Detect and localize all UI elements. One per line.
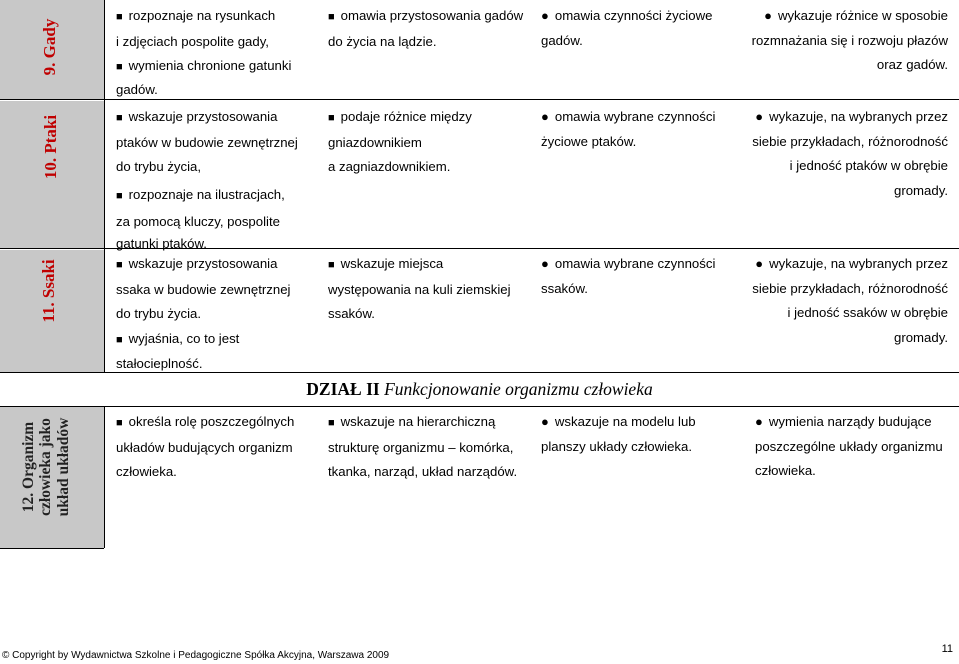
requirement-item [541, 105, 715, 130]
requirement-item [752, 105, 948, 130]
cell-text: strukturę organizmu – komórka, [328, 439, 514, 455]
cell-text: wskazuje na hierarchiczną [340, 414, 496, 429]
dot-bullet-icon: ● [541, 256, 549, 271]
cell-text: gniazdownikiem [328, 134, 422, 150]
cell-text: a zagniazdownikiem. [328, 159, 451, 174]
dot-bullet-icon: ● [541, 414, 549, 429]
page-number: 11 [941, 643, 953, 655]
cell-ssaki-col3 [541, 252, 715, 301]
cell-text: ssaków. [328, 306, 375, 321]
cell-text: siebie przykładach, różnorodność [752, 280, 948, 296]
square-bullet-icon: ■ [116, 11, 123, 23]
row-title-ptaki: 10. Ptaki [41, 114, 60, 180]
cell-text: wykazuje różnice w sposobie [777, 8, 948, 23]
cell-text: za pomocą kluczy, pospolite [116, 213, 280, 229]
requirement-item [116, 105, 298, 131]
cell-ptaki-col4 [752, 105, 948, 203]
cell-ptaki-col1 [116, 105, 298, 255]
cell-text: wymienia chronione gatunki [128, 58, 292, 73]
row-title-ssaki: 11. Ssaki [39, 259, 58, 323]
cell-text: gatunki ptaków. [116, 235, 207, 251]
cell-text: do życia na lądzie. [328, 33, 437, 49]
cell-text: występowania na kuli ziemskiej [328, 281, 511, 297]
cell-text: rozpoznaje na ilustracjach, [128, 186, 285, 202]
cell-gady-col1 [116, 4, 291, 100]
cell-text: wskazuje miejsca [340, 256, 444, 271]
cell-gady-col2 [328, 4, 523, 54]
section-number: DZIAŁ II [306, 379, 380, 399]
cell-text: wskazuje przystosowania [128, 256, 278, 271]
row-title-line: człowieka jako [37, 418, 55, 516]
requirement-item [541, 4, 712, 29]
square-bullet-icon: ■ [116, 189, 123, 202]
requirement-item [328, 105, 472, 131]
cell-text: omawia wybrane czynności [554, 256, 716, 271]
cell-text: podaje różnice między [340, 109, 472, 124]
cell-text: omawia czynności życiowe [554, 8, 713, 23]
cell-text: do trybu życia. [116, 306, 202, 321]
square-bullet-icon: ■ [328, 112, 335, 124]
cell-text: gromady. [894, 182, 948, 198]
dot-bullet-icon: ● [764, 8, 772, 23]
requirement-item [541, 252, 715, 277]
requirement-item [328, 410, 517, 436]
row-title-gady: 9. Gady [40, 18, 59, 76]
copyright-footer: © Copyright by Wydawnictwa Szkolne i Pedagogiczne Spółka Akcyjna, Warszawa 2009 [2, 650, 390, 661]
cell-text: i jedność ssaków w obrębie [787, 305, 948, 320]
dot-bullet-icon: ● [755, 109, 764, 124]
cell-text: tkanka, narząd, układ narządów. [328, 464, 518, 479]
cell-text: do trybu życia, [116, 159, 202, 174]
cell-text: omawia wybrane czynności [554, 109, 716, 124]
row-title-organizm [0, 406, 93, 528]
cell-text: omawia przystosowania gadów [340, 8, 524, 23]
cell-text: wykazuje, na wybranych przez [769, 109, 948, 124]
cell-text: ssaków. [541, 280, 588, 296]
requirement-item [116, 327, 290, 353]
cell-organizm-col1 [116, 410, 294, 485]
cell-text: poszczególne układy organizmu [755, 438, 943, 454]
cell-text: wykazuje, na wybranych przez [769, 256, 948, 271]
cell-organizm-col3 [541, 410, 696, 459]
requirement-item [752, 4, 948, 29]
cell-text: wyjaśnia, co to jest [128, 330, 240, 346]
cell-text: człowieka. [116, 464, 177, 479]
cell-text: życiowe ptaków. [541, 133, 637, 149]
cell-text: gadów. [541, 32, 583, 48]
cell-text: i zdjęciach pospolite gady, [116, 33, 269, 49]
dot-bullet-icon: ● [541, 109, 549, 124]
row-title-line: układ układów [54, 417, 72, 517]
row-divider [0, 548, 104, 549]
dot-bullet-icon: ● [541, 8, 549, 23]
cell-text: wskazuje przystosowania [128, 109, 278, 124]
cell-ssaki-col2 [328, 252, 511, 327]
cell-text: siebie przykładach, różnorodność [752, 133, 948, 149]
square-bullet-icon: ■ [116, 112, 123, 124]
cell-text: i jedność ptaków w obrębie [789, 158, 948, 173]
requirement-item [755, 410, 943, 435]
requirement-item [328, 252, 511, 278]
cell-text: gadów. [116, 81, 158, 97]
square-bullet-icon: ■ [116, 259, 123, 271]
requirement-item [116, 410, 294, 436]
cell-text: rozpoznaje na rysunkach [128, 8, 276, 23]
square-bullet-icon: ■ [328, 11, 335, 23]
requirement-item [116, 252, 290, 278]
cell-organizm-col2 [328, 410, 517, 485]
square-bullet-icon: ■ [116, 61, 123, 73]
requirement-item [328, 4, 523, 30]
square-bullet-icon: ■ [328, 259, 335, 271]
cell-ssaki-col4 [752, 252, 948, 350]
cell-text: wymienia narządy budujące [768, 414, 932, 429]
cell-ptaki-col3 [541, 105, 715, 154]
section-title: Funkcjonowanie organizmu człowieka [384, 379, 653, 399]
dot-bullet-icon: ● [755, 256, 764, 271]
square-bullet-icon: ■ [116, 333, 123, 346]
cell-text: oraz gadów. [876, 57, 948, 72]
cell-text: rozmnażania się i rozwoju płazów [751, 32, 948, 48]
requirement-item [752, 252, 948, 277]
requirement-item [116, 54, 291, 80]
cell-text: człowieka. [755, 463, 816, 478]
section-heading [0, 379, 959, 400]
square-bullet-icon: ■ [328, 417, 335, 429]
cell-text: stałocieplność. [116, 356, 203, 371]
cell-text: planszy układy człowieka. [541, 438, 692, 454]
cell-text: ssaka w budowie zewnętrznej [116, 281, 291, 297]
requirement-item [541, 410, 696, 435]
cell-gady-col3 [541, 4, 712, 53]
column-divider [104, 406, 105, 548]
cell-ptaki-col2 [328, 105, 472, 180]
cell-text: gromady. [894, 329, 948, 345]
cell-text: wskazuje na modelu lub [554, 414, 696, 429]
cell-organizm-col4 [755, 410, 943, 484]
cell-text: ptaków w budowie zewnętrznej [116, 134, 298, 150]
square-bullet-icon: ■ [116, 417, 123, 429]
cell-gady-col4 [752, 4, 948, 78]
column-divider [104, 0, 105, 372]
requirement-item [116, 180, 298, 211]
requirement-item [116, 4, 291, 30]
dot-bullet-icon: ● [755, 414, 763, 429]
cell-ssaki-col1 [116, 252, 290, 377]
row-divider [0, 406, 959, 407]
cell-text: układów budujących organizm [116, 439, 293, 455]
row-title-line: 12. Organizm [20, 421, 38, 513]
cell-text: określa rolę poszczególnych [128, 414, 295, 429]
